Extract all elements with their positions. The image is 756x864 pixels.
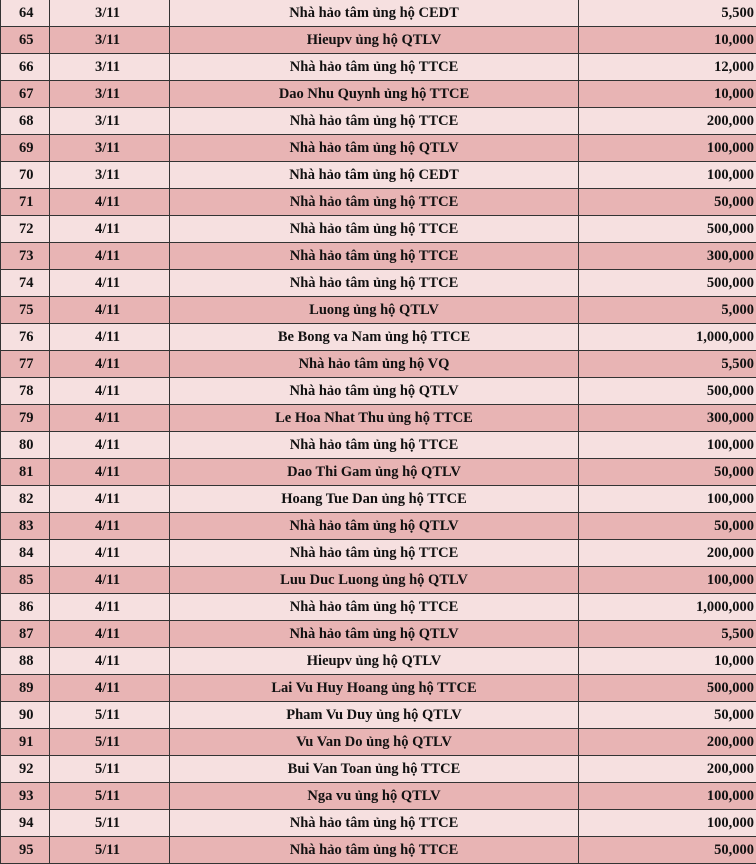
row-number: 91 xyxy=(1,729,50,756)
row-amount: 1,000,000 xyxy=(579,594,756,621)
row-date: 3/11 xyxy=(50,162,170,189)
row-description: Hoang Tue Dan ủng hộ TTCE xyxy=(170,486,579,513)
row-amount: 1,000,000 xyxy=(579,324,756,351)
row-amount: 10,000 xyxy=(579,27,756,54)
table-row xyxy=(1,756,756,783)
row-date: 3/11 xyxy=(50,27,170,54)
row-date: 4/11 xyxy=(50,594,170,621)
row-date: 4/11 xyxy=(50,459,170,486)
row-date: 4/11 xyxy=(50,297,170,324)
row-date: 5/11 xyxy=(50,837,170,864)
row-date: 5/11 xyxy=(50,702,170,729)
row-amount: 300,000 xyxy=(579,243,756,270)
row-number: 75 xyxy=(1,297,50,324)
table-row xyxy=(1,432,756,459)
table-row xyxy=(1,594,756,621)
row-number: 88 xyxy=(1,648,50,675)
row-date: 4/11 xyxy=(50,513,170,540)
table-row xyxy=(1,702,756,729)
table-row xyxy=(1,783,756,810)
table-row xyxy=(1,351,756,378)
row-description: Nhà hảo tâm ủng hộ TTCE xyxy=(170,54,579,81)
row-description: Nhà hảo tâm ủng hộ TTCE xyxy=(170,810,579,837)
row-description: Vu Van Do ủng hộ QTLV xyxy=(170,729,579,756)
row-description: Bui Van Toan ủng hộ TTCE xyxy=(170,756,579,783)
row-description: Le Hoa Nhat Thu ủng hộ TTCE xyxy=(170,405,579,432)
table-row xyxy=(1,135,756,162)
table-row xyxy=(1,270,756,297)
row-date: 4/11 xyxy=(50,351,170,378)
row-description: Nhà hảo tâm ủng hộ TTCE xyxy=(170,837,579,864)
row-number: 90 xyxy=(1,702,50,729)
row-description: Nhà hảo tâm ủng hộ TTCE xyxy=(170,216,579,243)
row-number: 82 xyxy=(1,486,50,513)
row-amount: 50,000 xyxy=(579,189,756,216)
table-row xyxy=(1,648,756,675)
row-amount: 5,000 xyxy=(579,297,756,324)
row-description: Nhà hảo tâm ủng hộ TTCE xyxy=(170,243,579,270)
row-number: 72 xyxy=(1,216,50,243)
row-description: Luong ủng hộ QTLV xyxy=(170,297,579,324)
table-row xyxy=(1,81,756,108)
row-date: 4/11 xyxy=(50,243,170,270)
row-number: 76 xyxy=(1,324,50,351)
row-number: 95 xyxy=(1,837,50,864)
table-row xyxy=(1,162,756,189)
row-number: 80 xyxy=(1,432,50,459)
table-row xyxy=(1,837,756,864)
row-number: 86 xyxy=(1,594,50,621)
row-number: 87 xyxy=(1,621,50,648)
row-date: 3/11 xyxy=(50,54,170,81)
row-date: 5/11 xyxy=(50,756,170,783)
row-number: 66 xyxy=(1,54,50,81)
table-row xyxy=(1,27,756,54)
row-number: 89 xyxy=(1,675,50,702)
row-date: 3/11 xyxy=(50,81,170,108)
row-date: 4/11 xyxy=(50,486,170,513)
row-number: 68 xyxy=(1,108,50,135)
row-description: Dao Thi Gam ủng hộ QTLV xyxy=(170,459,579,486)
row-amount: 5,500 xyxy=(579,621,756,648)
row-amount: 200,000 xyxy=(579,756,756,783)
row-amount: 500,000 xyxy=(579,270,756,297)
row-number: 71 xyxy=(1,189,50,216)
table-row xyxy=(1,189,756,216)
row-amount: 500,000 xyxy=(579,675,756,702)
row-amount: 200,000 xyxy=(579,108,756,135)
row-date: 5/11 xyxy=(50,810,170,837)
row-number: 83 xyxy=(1,513,50,540)
row-amount: 100,000 xyxy=(579,162,756,189)
table-row xyxy=(1,810,756,837)
row-amount: 10,000 xyxy=(579,648,756,675)
row-number: 93 xyxy=(1,783,50,810)
row-date: 4/11 xyxy=(50,621,170,648)
row-description: Lai Vu Huy Hoang ủng hộ TTCE xyxy=(170,675,579,702)
row-amount: 100,000 xyxy=(579,567,756,594)
row-number: 85 xyxy=(1,567,50,594)
row-description: Pham Vu Duy ủng hộ QTLV xyxy=(170,702,579,729)
table-row xyxy=(1,243,756,270)
row-number: 65 xyxy=(1,27,50,54)
row-number: 70 xyxy=(1,162,50,189)
row-description: Be Bong va Nam ủng hộ TTCE xyxy=(170,324,579,351)
table-row xyxy=(1,0,756,27)
row-amount: 500,000 xyxy=(579,216,756,243)
row-amount: 100,000 xyxy=(579,783,756,810)
table-row xyxy=(1,486,756,513)
row-description: Nhà hảo tâm ủng hộ TTCE xyxy=(170,270,579,297)
row-amount: 100,000 xyxy=(579,135,756,162)
row-date: 3/11 xyxy=(50,108,170,135)
row-amount: 50,000 xyxy=(579,702,756,729)
row-number: 69 xyxy=(1,135,50,162)
row-number: 64 xyxy=(1,0,50,27)
row-amount: 5,500 xyxy=(579,351,756,378)
row-description: Dao Nhu Quynh ủng hộ TTCE xyxy=(170,81,579,108)
row-date: 4/11 xyxy=(50,675,170,702)
table-row xyxy=(1,324,756,351)
row-date: 4/11 xyxy=(50,324,170,351)
row-amount: 10,000 xyxy=(579,81,756,108)
row-description: Nhà hảo tâm ủng hộ QTLV xyxy=(170,135,579,162)
row-date: 4/11 xyxy=(50,270,170,297)
row-date: 5/11 xyxy=(50,783,170,810)
row-date: 4/11 xyxy=(50,216,170,243)
row-date: 4/11 xyxy=(50,540,170,567)
row-description: Hieupv ủng hộ QTLV xyxy=(170,648,579,675)
table-row xyxy=(1,459,756,486)
row-amount: 12,000 xyxy=(579,54,756,81)
row-date: 4/11 xyxy=(50,648,170,675)
row-number: 67 xyxy=(1,81,50,108)
row-description: Luu Duc Luong ủng hộ QTLV xyxy=(170,567,579,594)
row-amount: 50,000 xyxy=(579,459,756,486)
table-row xyxy=(1,729,756,756)
row-number: 94 xyxy=(1,810,50,837)
row-amount: 200,000 xyxy=(579,540,756,567)
donation-table-body xyxy=(1,0,756,864)
row-date: 3/11 xyxy=(50,135,170,162)
row-description: Nhà hảo tâm ủng hộ TTCE xyxy=(170,189,579,216)
row-description: Nhà hảo tâm ủng hộ TTCE xyxy=(170,594,579,621)
table-row xyxy=(1,621,756,648)
row-amount: 50,000 xyxy=(579,837,756,864)
row-date: 4/11 xyxy=(50,378,170,405)
row-description: Nhà hảo tâm ủng hộ VQ xyxy=(170,351,579,378)
row-description: Nhà hảo tâm ủng hộ QTLV xyxy=(170,378,579,405)
row-description: Nhà hảo tâm ủng hộ CEDT xyxy=(170,162,579,189)
row-amount: 300,000 xyxy=(579,405,756,432)
row-number: 81 xyxy=(1,459,50,486)
row-description: Nhà hảo tâm ủng hộ TTCE xyxy=(170,540,579,567)
table-row xyxy=(1,54,756,81)
row-number: 74 xyxy=(1,270,50,297)
row-number: 79 xyxy=(1,405,50,432)
row-amount: 50,000 xyxy=(579,513,756,540)
table-row xyxy=(1,513,756,540)
row-description: Nga vu ủng hộ QTLV xyxy=(170,783,579,810)
row-amount: 100,000 xyxy=(579,810,756,837)
row-amount: 100,000 xyxy=(579,486,756,513)
row-amount: 500,000 xyxy=(579,378,756,405)
row-description: Nhà hảo tâm ủng hộ QTLV xyxy=(170,513,579,540)
row-date: 4/11 xyxy=(50,567,170,594)
row-date: 4/11 xyxy=(50,189,170,216)
row-number: 73 xyxy=(1,243,50,270)
row-number: 92 xyxy=(1,756,50,783)
row-description: Nhà hảo tâm ủng hộ QTLV xyxy=(170,621,579,648)
row-number: 77 xyxy=(1,351,50,378)
row-description: Nhà hảo tâm ủng hộ TTCE xyxy=(170,108,579,135)
table-row xyxy=(1,378,756,405)
table-row xyxy=(1,567,756,594)
row-date: 3/11 xyxy=(50,0,170,27)
row-description: Hieupv ủng hộ QTLV xyxy=(170,27,579,54)
row-date: 5/11 xyxy=(50,729,170,756)
table-row xyxy=(1,405,756,432)
row-date: 4/11 xyxy=(50,405,170,432)
row-number: 78 xyxy=(1,378,50,405)
row-date: 4/11 xyxy=(50,432,170,459)
row-description: Nhà hảo tâm ủng hộ CEDT xyxy=(170,0,579,27)
table-row xyxy=(1,540,756,567)
table-row xyxy=(1,216,756,243)
row-number: 84 xyxy=(1,540,50,567)
row-amount: 100,000 xyxy=(579,432,756,459)
row-amount: 200,000 xyxy=(579,729,756,756)
table-row xyxy=(1,297,756,324)
table-row xyxy=(1,108,756,135)
table-row xyxy=(1,675,756,702)
row-description: Nhà hảo tâm ủng hộ TTCE xyxy=(170,432,579,459)
row-amount: 5,500 xyxy=(579,0,756,27)
